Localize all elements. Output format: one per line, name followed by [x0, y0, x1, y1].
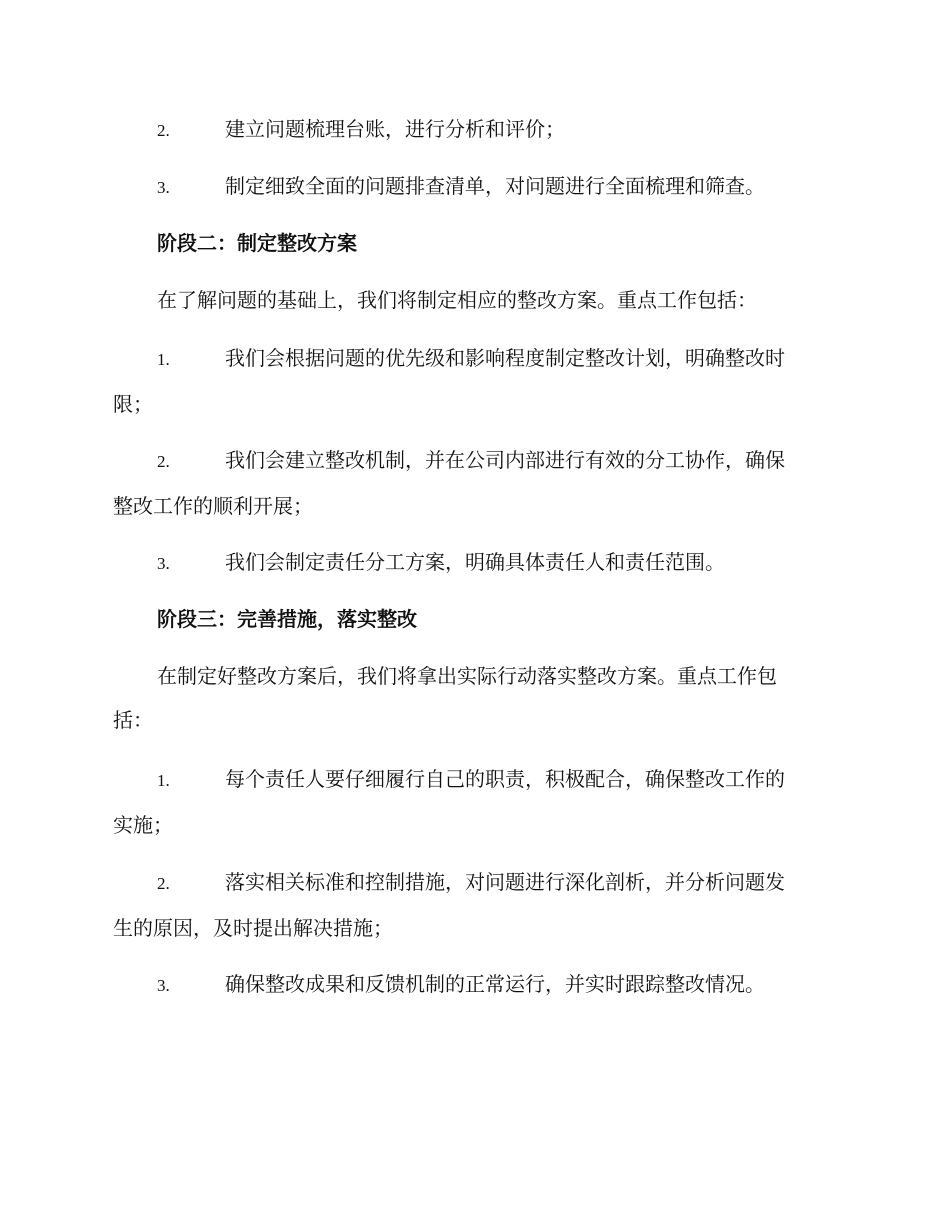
list-text-continuation: 生的原因，及时提出解决措施； [113, 916, 393, 940]
list-number: 2. [157, 874, 170, 893]
list-text: 我们会制定责任分工方案，明确具体责任人和责任范围。 [225, 550, 725, 574]
list-number: 3. [157, 976, 170, 995]
section-heading: 阶段三：完善措施，落实整改 [157, 607, 417, 631]
list-number: 1. [157, 350, 170, 369]
list-item [113, 860, 835, 950]
list-item [113, 336, 835, 426]
list-text-continuation: 限； [113, 392, 153, 416]
list-number: 1. [157, 771, 170, 790]
list-text-continuation: 整改工作的顺利开展； [113, 494, 313, 518]
list-text: 确保整改成果和反馈机制的正常运行，并实时跟踪整改情况。 [225, 972, 765, 996]
list-number: 2. [157, 121, 170, 140]
list-number: 3. [157, 178, 170, 197]
list-text: 建立问题梳理台账，进行分析和评价； [225, 117, 565, 141]
list-text-continuation: 实施； [113, 813, 173, 837]
list-text: 我们会建立整改机制，并在公司内部进行有效的分工协作，确保 [225, 448, 785, 472]
list-item [113, 164, 835, 210]
list-item [113, 438, 835, 528]
list-number: 2. [157, 452, 170, 471]
paragraph-text: 在了解问题的基础上，我们将制定相应的整改方案。重点工作包括： [157, 288, 757, 312]
list-item [113, 107, 835, 153]
list-item [113, 962, 835, 1008]
list-item [113, 757, 835, 847]
list-text: 制定细致全面的问题排查清单，对问题进行全面梳理和筛查。 [225, 174, 765, 198]
paragraph-text-continuation: 括： [113, 708, 153, 732]
list-text: 落实相关标准和控制措施，对问题进行深化剖析，并分析问题发 [225, 870, 785, 894]
list-item [113, 540, 835, 586]
paragraph [113, 278, 835, 322]
list-text: 每个责任人要仔细履行自己的职责，积极配合，确保整改工作的 [225, 767, 785, 791]
paragraph-text: 在制定好整改方案后，我们将拿出实际行动落实整改方案。重点工作包 [157, 664, 777, 688]
list-text: 我们会根据问题的优先级和影响程度制定整改计划，明确整改时 [225, 346, 785, 370]
paragraph [113, 654, 835, 742]
section-heading: 阶段二：制定整改方案 [157, 231, 357, 255]
list-number: 3. [157, 554, 170, 573]
